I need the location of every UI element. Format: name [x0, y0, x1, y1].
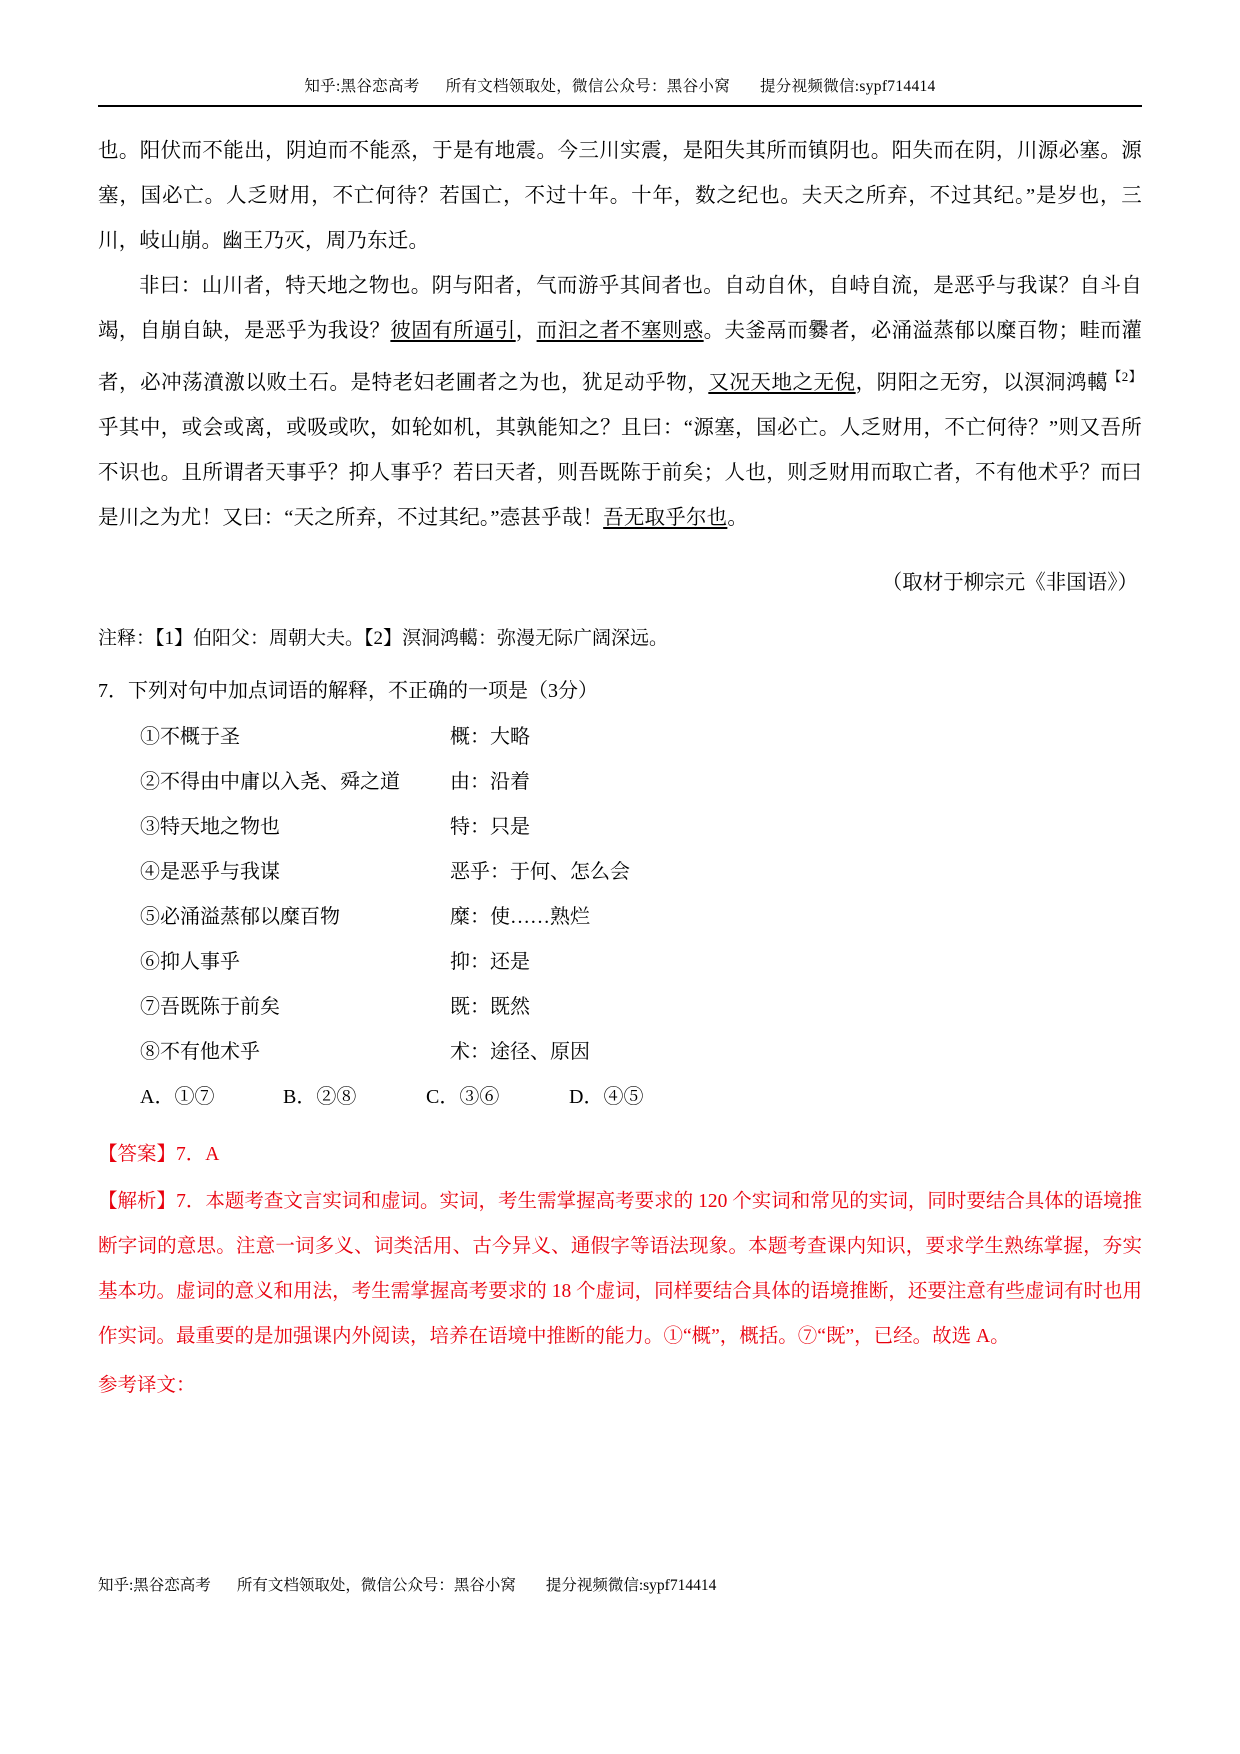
item-3-phrase: 特天地之物也 [160, 815, 280, 838]
header-docs-label: 所有文档领取处，微信公众号：黑谷小窝 [445, 78, 730, 95]
passage-p2-text-c: 。夫釜鬲而爨者，必涌溢蒸郁以糜百物；畦而灌者，必冲荡濆激以败土石。是特老妇老圃者之为也，犹足动乎物， [98, 320, 1143, 394]
item-5-number: ⑤ [140, 905, 160, 928]
header-video-wechat-label: 提分视频微信:sypf714414 [760, 78, 936, 95]
passage-p2-text-e: 乎其中，或会或离，或吸或吹，如轮如机，其孰能知之？且曰：“源塞，国必亡。人乏财用，不亡何待？”则又吾所不识也。且所谓者天事乎？抑人事乎？若曰天者，则吾既陈于前矣；人也，则乏财用而取亡者，不有他术乎？而曰是川之为尤！又曰：“天之所弃，不过其纪。”悫甚乎哉！ [98, 416, 1142, 529]
item-1-gloss: 概：大略 [450, 725, 530, 748]
passage-underline-1: 彼固有所逼引 [390, 320, 516, 342]
passage-underline-3: 又况天地之无倪 [708, 371, 856, 394]
item-8-text [140, 1030, 450, 1075]
item-4-text [140, 850, 450, 895]
item-6-gloss: 抑：还是 [450, 950, 530, 973]
footer-zhihu-label: 知乎:黑谷恋高考 [98, 1577, 211, 1594]
item-3-number: ③ [140, 815, 160, 838]
item-2-text [140, 760, 450, 805]
item-5-text [140, 895, 450, 940]
passage-paragraph-1 [98, 129, 1142, 264]
answer-value: 7．A [176, 1143, 220, 1165]
footer-video-wechat-label: 提分视频微信:sypf714414 [545, 1577, 717, 1594]
item-6-text [140, 940, 450, 985]
item-7-phrase: 吾既陈于前矣 [160, 995, 280, 1018]
reference-translation-label: 参考译文： [98, 1374, 196, 1396]
analysis-label: 【解析】 [98, 1190, 177, 1212]
passage-p1-text: 也。阳伏而不能出，阴迫而不能烝，于是有地震。今三川实震，是阳失其所而镇阴也。阳失而在阴，川源必塞。源塞，国必亡。人乏财用，不亡何待？若国亡，不过十年。十年，数之纪也。夫天之所弃，不过其纪。”是岁也，三川，岐山崩。幽王乃灭，周乃东迁。 [98, 140, 1142, 252]
item-1-number: ① [140, 725, 160, 748]
item-4-number: ④ [140, 860, 160, 883]
question-item-5 [98, 895, 1142, 940]
analysis-line [98, 1179, 1142, 1359]
choice-b[interactable]: B．②⑧ [283, 1085, 357, 1108]
header-zhihu-label: 知乎:黑谷恋高考 [304, 78, 420, 95]
passage-p2-text-a: 非曰：山川者，特天地之物也。阴与阳者，气而游乎其间者也。自动自休，自峙自流，是恶乎与我谋？自斗自竭，自崩自缺，是恶乎为我设？ [98, 275, 1142, 342]
passage-p2-text-b: ， [515, 320, 537, 342]
page-content [98, 0, 1142, 1408]
item-8-phrase: 不有他术乎 [160, 1040, 260, 1063]
answer-label: 【答案】 [98, 1143, 177, 1165]
passage-paragraph-2 [98, 264, 1142, 541]
question-item-2 [98, 760, 1142, 805]
question-item-4 [98, 850, 1142, 895]
answer-explanation-block [98, 1132, 1142, 1408]
item-7-text [140, 985, 450, 1030]
passage-attribution: （取材于柳宗元《非国语》） [881, 571, 1138, 594]
header-divider [98, 105, 1142, 107]
passage-underline-4: 吾无取乎尔也 [603, 506, 728, 529]
answer-choice-row [98, 1075, 1142, 1120]
passage-underline-2: 而汩之者不塞则惑 [536, 320, 704, 342]
question-item-1 [98, 715, 1142, 760]
item-7-number: ⑦ [140, 995, 160, 1018]
item-2-phrase: 不得由中庸以入尧、舜之道 [160, 770, 400, 793]
item-3-text [140, 805, 450, 850]
passage-p2-text-d: ，阴阳之无穷，以溟洞鸿轕 [855, 371, 1109, 394]
item-5-gloss: 糜：使……熟烂 [450, 905, 590, 928]
item-1-text [140, 715, 450, 760]
item-4-gloss: 恶乎：于何、怎么会 [450, 860, 630, 883]
item-2-gloss: 由：沿着 [450, 770, 530, 793]
item-6-phrase: 抑人事乎 [160, 950, 240, 973]
footnote-marker-2: 【2】 [1108, 369, 1142, 384]
footer-docs-label: 所有文档领取处，微信公众号：黑谷小窝 [236, 1577, 516, 1594]
page-footer [98, 1573, 1142, 1595]
choice-d[interactable]: D．④⑤ [569, 1085, 644, 1108]
item-6-number: ⑥ [140, 950, 160, 973]
item-2-number: ② [140, 770, 160, 793]
question-item-list [98, 715, 1142, 1075]
item-8-gloss: 术：途径、原因 [450, 1040, 590, 1063]
footnotes: 注释：【1】伯阳父：周朝大夫。【2】溟洞鸿轕：弥漫无际广阔深远。 [98, 627, 669, 649]
question-stem: 7．下列对句中加点词语的解释，不正确的一项是（3分） [98, 679, 598, 702]
question-item-7 [98, 985, 1142, 1030]
answer-line [98, 1132, 1142, 1177]
item-1-phrase: 不概于圣 [160, 725, 240, 748]
item-7-gloss: 既：既然 [450, 995, 530, 1018]
choice-a[interactable]: A．①⑦ [140, 1085, 215, 1108]
choice-c[interactable]: C．③⑥ [426, 1085, 500, 1108]
classical-passage [98, 129, 1142, 541]
item-5-phrase: 必涌溢蒸郁以糜百物 [160, 905, 340, 928]
page-header [98, 0, 1142, 96]
item-3-gloss: 特：只是 [450, 815, 530, 838]
analysis-text: 7．本题考查文言实词和虚词。实词，考生需掌握高考要求的 120 个实词和常见的实词，同时要结合具体的语境推断字词的意思。注意一词多义、词类活用、古今异义、通假字等语法现象。本题考查课内知识，要求学生熟练掌握，夯实基本功。虚词的意义和用法，考生需掌握高考要求的 18 个虚词，同样要结合具体的语境推断，还要注意有些虚词有时也用作实词。最重要的是加强课内外阅读，培养在语境中推断的能力。①“概”，概括。⑦“既”，已经。故选 A。 [98, 1190, 1142, 1347]
item-8-number: ⑧ [140, 1040, 160, 1063]
question-item-3 [98, 805, 1142, 850]
question-item-8 [98, 1030, 1142, 1075]
question-item-6 [98, 940, 1142, 985]
passage-p2-text-f: 。 [727, 506, 749, 529]
item-4-phrase: 是恶乎与我谋 [160, 860, 280, 883]
